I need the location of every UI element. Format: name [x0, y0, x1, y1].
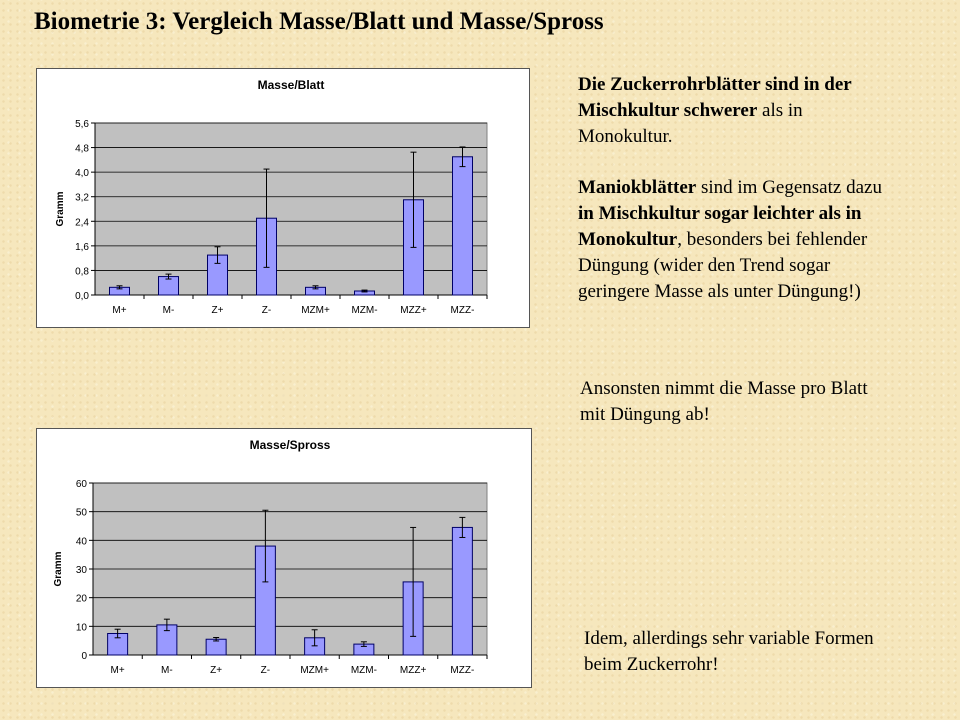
note-text-bold: Die Zuckerrohrblätter sind in der Mischkultur schwerer	[578, 74, 852, 121]
x-tick-label: MZZ+	[400, 305, 427, 316]
bar	[206, 639, 226, 655]
x-tick-label: MZZ-	[450, 305, 475, 316]
x-tick-label: MZM-	[351, 305, 378, 316]
y-tick-label: 10	[75, 622, 87, 634]
x-tick-label: Z-	[261, 305, 272, 316]
bar	[452, 527, 472, 655]
x-tick-label: MZM-	[350, 665, 377, 676]
chart-title: Masse/Blatt	[257, 78, 325, 92]
x-tick-label: M+	[112, 305, 127, 316]
x-tick-label: M+	[110, 665, 125, 676]
x-tick-label: Z+	[211, 305, 224, 316]
note-text: sind im Gegensatz dazu	[696, 177, 882, 198]
y-tick-label: 1,6	[75, 241, 89, 253]
note-spross: Idem, allerdings sehr variable Formen beim Zuckerrohr!	[584, 628, 874, 675]
x-tick-label: Z-	[260, 665, 271, 676]
y-tick-label: 0	[81, 651, 87, 662]
y-tick-label: 4,0	[75, 168, 89, 180]
y-axis-label: Gramm	[53, 551, 64, 587]
x-tick-label: MZZ+	[399, 665, 427, 676]
slide-title: Biometrie 3: Vergleich Masse/Blatt und Masse/Spross	[34, 8, 604, 35]
x-tick-label: M-	[161, 665, 173, 676]
chart-masse-blatt	[36, 68, 530, 328]
y-tick-label: 5,6	[75, 119, 89, 130]
note-text: als in Monokultur.	[578, 100, 803, 147]
y-axis-label: Gramm	[55, 191, 66, 227]
y-tick-label: 4,8	[75, 143, 89, 155]
y-tick-label: 30	[75, 565, 87, 576]
note-zuckerrohr	[578, 72, 888, 150]
y-tick-label: 50	[75, 507, 87, 519]
note-text: , besonders bei fehlender Düngung (wider den Trend sogar geringere Masse als unter Düngung!)	[578, 229, 868, 302]
y-tick-label: 0,0	[75, 291, 89, 302]
chart-svg	[37, 69, 529, 327]
y-tick-label: 2,4	[75, 217, 89, 229]
y-tick-label: 0,8	[75, 266, 89, 278]
note-duengung: Ansonsten nimmt die Masse pro Blatt mit Düngung ab!	[580, 378, 868, 425]
x-tick-label: M-	[162, 305, 175, 316]
note-text-bold: Maniokblätter	[578, 177, 697, 198]
chart-title: Masse/Spross	[249, 438, 331, 452]
chart-svg	[37, 429, 531, 687]
y-tick-label: 60	[75, 479, 87, 490]
y-tick-label: 40	[75, 536, 87, 548]
y-tick-label: 20	[75, 593, 87, 605]
chart-masse-spross	[36, 428, 532, 688]
plot-area	[95, 123, 487, 295]
x-tick-label: MZM+	[301, 305, 330, 316]
x-tick-label: MZZ-	[450, 665, 475, 676]
note-maniok	[578, 175, 888, 305]
note-text-bold: in Mischkultur sogar leichter als in Monokultur	[578, 203, 862, 250]
bar	[453, 157, 473, 295]
x-tick-label: Z+	[210, 665, 223, 676]
x-tick-label: MZM+	[300, 665, 329, 676]
y-tick-label: 3,2	[75, 192, 89, 204]
